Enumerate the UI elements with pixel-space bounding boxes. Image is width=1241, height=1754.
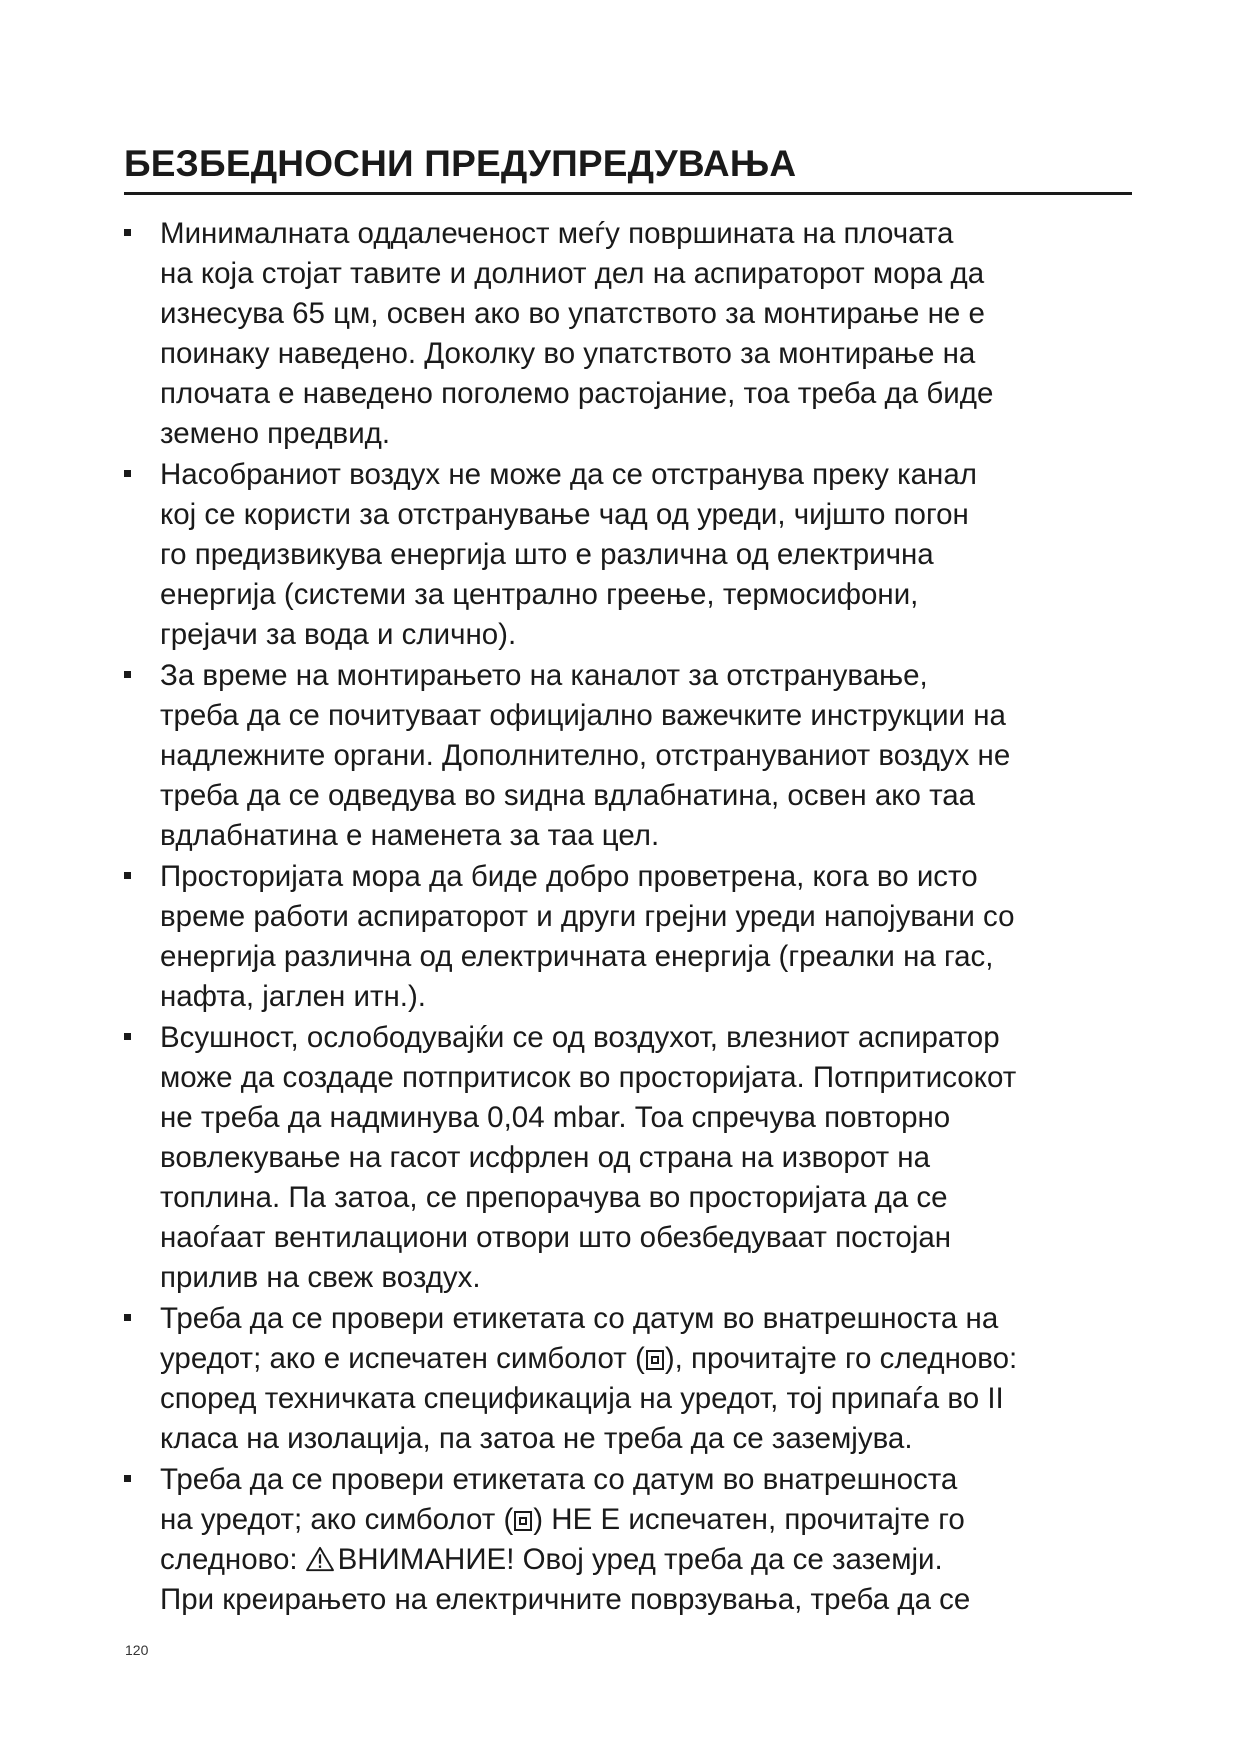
text-line: енергија различна од електричната енергија (греалки на гас,: [160, 940, 994, 973]
text-segment: ВНИМАНИЕ! Овој уред треба да се заземји.: [337, 1543, 943, 1576]
text-line: Треба да се провери етикетата со датум во внатрешноста: [160, 1463, 958, 1496]
text-line: на која стојат тавите и долниот дел на аспираторот мора да: [160, 257, 985, 290]
safety-warnings-list: [124, 214, 1134, 1621]
page-title: БЕЗБЕДНОСНИ ПРЕДУПРЕДУВАЊА: [124, 143, 797, 184]
text-line: не треба да надминува 0,04 mbar. Тоа спречува повторно: [160, 1101, 951, 1134]
page-number: 120: [125, 1642, 149, 1658]
text-line: го предизвикува енергија што е различна од електрична: [160, 538, 934, 571]
text-line: Насобраниот воздух не може да се отстранува преку канал: [160, 458, 977, 491]
text-line: [160, 1339, 1134, 1379]
bullet-icon: [124, 872, 131, 879]
list-item: [124, 656, 1134, 856]
text-line: класа на изолација, па затоа не треба да се заземјува.: [160, 1422, 913, 1455]
text-line: треба да се почитуваат официјално важечките инструкции на: [160, 699, 1006, 732]
text-line: време работи аспираторот и други грејни уреди напојувани со: [160, 900, 1015, 933]
text-segment: следново:: [160, 1543, 298, 1576]
list-item: [124, 1018, 1134, 1298]
text-segment: ), прочитајте го следново:: [664, 1342, 1018, 1375]
list-item: [124, 1299, 1134, 1459]
text-segment: ) НЕ Е испечатен, прочитајте го: [533, 1503, 965, 1536]
text-line: нафта, јаглен итн.).: [160, 980, 426, 1013]
text-segment: уредот; ако е испечатен симболот (: [160, 1342, 645, 1375]
text-line: изнесува 65 цм, освен ако во упатството за монтирање не е: [160, 297, 985, 330]
text-segment: на уредот; ако симболот (: [160, 1503, 514, 1536]
class-ii-insulation-icon: [514, 1511, 532, 1531]
text-line: надлежните органи. Дополнително, отстрануваниот воздух не: [160, 739, 1011, 772]
text-line: треба да се одведува во ѕидна вдлабнатина, освен ако таа: [160, 779, 976, 812]
text-line: кој се користи за отстранување чад од уреди, чијшто погон: [160, 498, 969, 531]
list-item: [124, 455, 1134, 655]
text-line: [160, 1540, 1134, 1580]
bullet-icon: [124, 1033, 131, 1040]
text-line: За време на монтирањето на каналот за отстранување,: [160, 659, 928, 692]
text-line: грејачи за вода и слично).: [160, 618, 517, 651]
list-item: [124, 1460, 1134, 1620]
warning-triangle-icon: [304, 1546, 336, 1572]
text-line: Минималната оддалеченост меѓу површината на плочата: [160, 217, 954, 250]
bullet-icon: [124, 229, 131, 236]
text-line: вдлабнатина е наменета за таа цел.: [160, 819, 660, 852]
text-line: може да создаде потпритисок во просторијата. Потпритисокот: [160, 1061, 1017, 1094]
text-line: вовлекување на гасот исфрлен од страна на изворот на: [160, 1141, 930, 1174]
list-item: [124, 857, 1134, 1017]
text-line: Треба да се провери етикетата со датум во внатрешноста на: [160, 1302, 999, 1335]
bullet-icon: [124, 1314, 131, 1321]
text-line: наоѓаат вентилациони отвори што обезбедуваат постојан: [160, 1221, 952, 1254]
text-line: плочата е наведено поголемо растојание, тоа треба да биде: [160, 377, 994, 410]
text-line: земено предвид.: [160, 417, 391, 450]
class-ii-insulation-icon: [646, 1350, 664, 1370]
bullet-icon: [124, 470, 131, 477]
text-line: според техничката спецификација на уредот, тој припаѓа во II: [160, 1382, 1004, 1415]
text-line: енергија (системи за централно греење, термосифони,: [160, 578, 919, 611]
text-line: поинаку наведено. Доколку во упатството за монтирање на: [160, 337, 976, 370]
bullet-icon: [124, 1475, 131, 1482]
title-underline: [124, 192, 1132, 195]
text-line: прилив на свеж воздух.: [160, 1261, 481, 1294]
text-line: [160, 1500, 1134, 1540]
bullet-icon: [124, 671, 131, 678]
text-line: При креирањето на електричните поврзувања, треба да се: [160, 1583, 971, 1616]
text-line: Просторијата мора да биде добро проветрена, кога во исто: [160, 860, 978, 893]
text-line: топлина. Па затоа, се препорачува во просторијата да се: [160, 1181, 948, 1214]
text-line: Всушност, ослободувајќи се од воздухот, влезниот аспиратор: [160, 1021, 1000, 1054]
list-item: [124, 214, 1134, 454]
